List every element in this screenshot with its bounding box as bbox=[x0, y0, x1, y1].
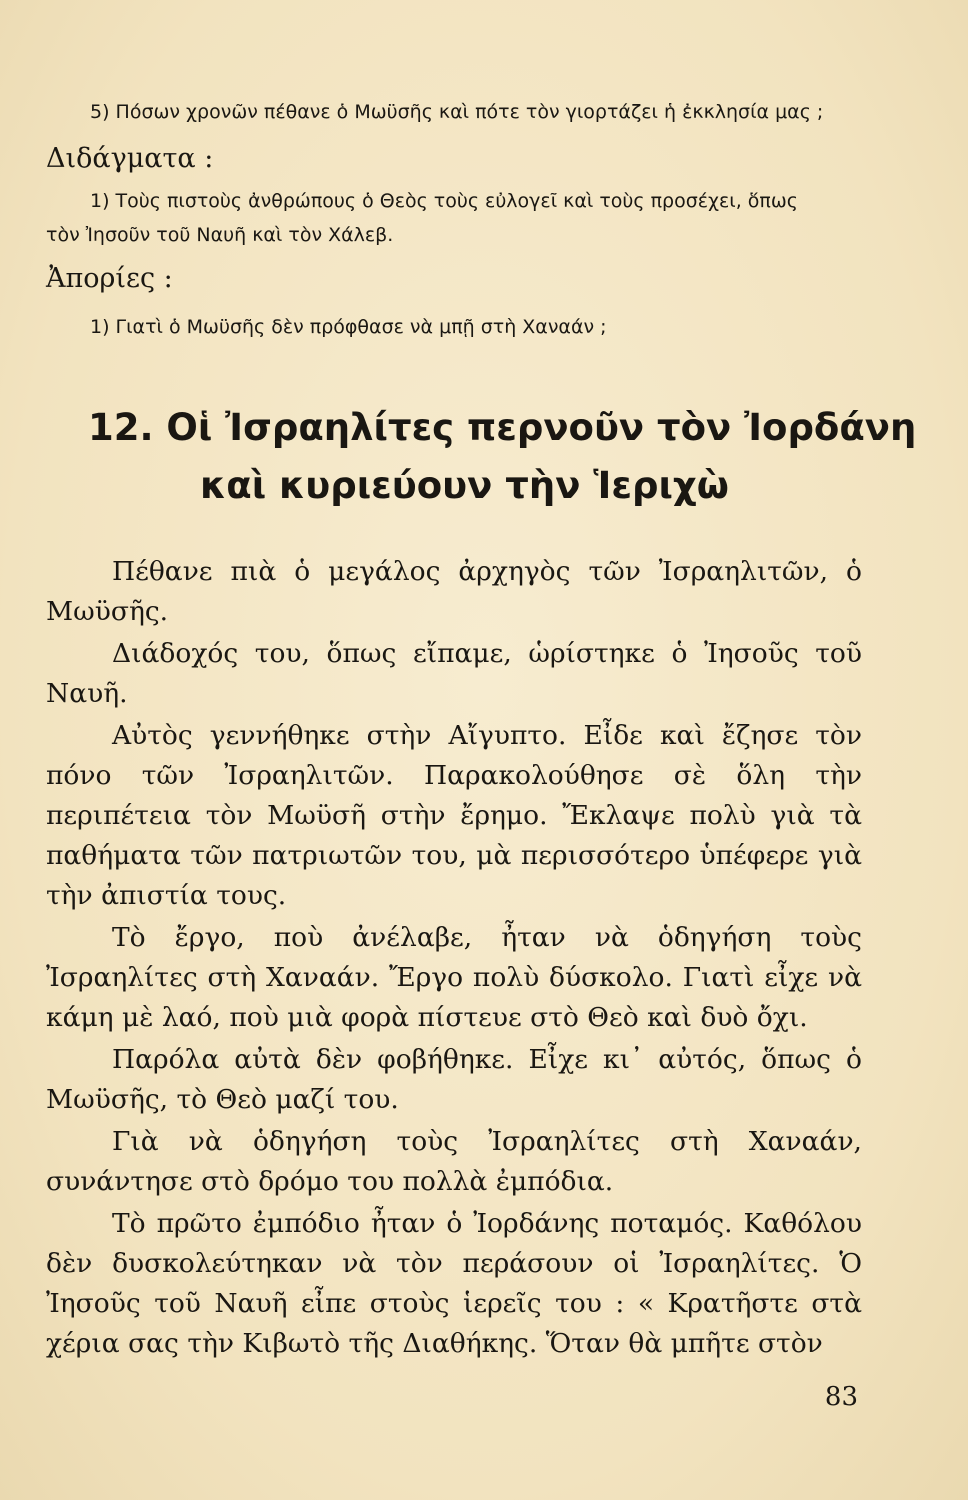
chapter-title-line-2: καὶ κυριεύουν τὴν Ἱεριχὼ bbox=[200, 464, 729, 507]
paragraph-7: Τὸ πρῶτο ἐμπόδιο ἦταν ὁ Ἰορδάνης ποταμός. Καθόλου δὲν δυσκολεύτηκαν νὰ τὸν περάσουν οἱ Ἰσραηλίτες. Ὁ Ἰησοῦς τοῦ Ναυῆ εἶπε στοὺς ἱερεῖς του : « Κρατῆστε στὰ χέρια σας τὴν Κιβωτὸ τῆς Διαθήκης. Ὅταν θὰ μπῆτε στὸν bbox=[46, 1208, 862, 1359]
paragraph-4: Τὸ ἔργο, ποὺ ἀνέλαβε, ἦταν νὰ ὁδηγήση τοὺς Ἰσραηλίτες στὴ Χαναάν. Ἔργο πολὺ δύσκολο. Γιατὶ εἶχε νὰ κάμη μὲ λαό, ποὺ μιὰ φορὰ πίστευε στὸ Θεὸ καὶ δυὸ ὄχι. bbox=[46, 922, 862, 1033]
apories-heading: Ἀπορίες : bbox=[46, 263, 173, 294]
paragraph-5: Παρόλα αὐτὰ δὲν φοβήθηκε. Εἶχε κι᾿ αὐτός, ὅπως ὁ Μωϋσῆς, τὸ Θεὸ μαζί του. bbox=[46, 1044, 862, 1115]
page-number: 83 bbox=[824, 1382, 858, 1412]
paragraph-2: Διάδοχός του, ὅπως εἴπαμε, ὡρίστηκε ὁ Ἰησοῦς τοῦ Ναυῆ. bbox=[46, 638, 862, 709]
didagmata-item-1-line-1: 1) Τοὺς πιστοὺς ἀνθρώπους ὁ Θεὸς τοὺς εὐλογεῖ καὶ τοὺς προσέχει, ὅπως bbox=[90, 190, 798, 212]
question-5: 5) Πόσων χρονῶν πέθανε ὁ Μωϋσῆς καὶ πότε τὸν γιορτάζει ἡ ἐκκλησία μας ; bbox=[90, 101, 824, 123]
paragraph-1: Πέθανε πιὰ ὁ μεγάλος ἀρχηγὸς τῶν Ἰσραηλιτῶν, ὁ Μωϋσῆς. bbox=[46, 556, 862, 627]
didagmata-heading: Διδάγματα : bbox=[46, 143, 214, 174]
didagmata-item-1-line-2: τὸν Ἰησοῦν τοῦ Ναυῆ καὶ τὸν Χάλεβ. bbox=[46, 224, 394, 246]
apories-item-1: 1) Γιατὶ ὁ Μωϋσῆς δὲν πρόφθασε νὰ μπῇ στὴ Χαναάν ; bbox=[90, 316, 607, 338]
paragraph-6: Γιὰ νὰ ὁδηγήση τοὺς Ἰσραηλίτες στὴ Χαναάν, συνάντησε στὸ δρόμο του πολλὰ ἐμπόδια. bbox=[46, 1126, 862, 1197]
paragraph-3: Αὐτὸς γεννήθηκε στὴν Αἴγυπτο. Εἶδε καὶ ἔζησε τὸν πόνο τῶν Ἰσραηλιτῶν. Παρακολούθησε σὲ ὅλη τὴν περιπέτεια τὸν Μωϋσῆ στὴν ἔρημο. Ἔκλαψε πολὺ γιὰ τὰ παθήματα τῶν πατριωτῶν του, μὰ περισσότερο ὑπέφερε γιὰ τὴν ἀπιστία τους. bbox=[46, 720, 862, 911]
chapter-body bbox=[46, 552, 862, 1364]
chapter-title-line-1: 12. Οἱ Ἰσραηλίτες περνοῦν τὸν Ἰορδάνη bbox=[88, 406, 917, 449]
